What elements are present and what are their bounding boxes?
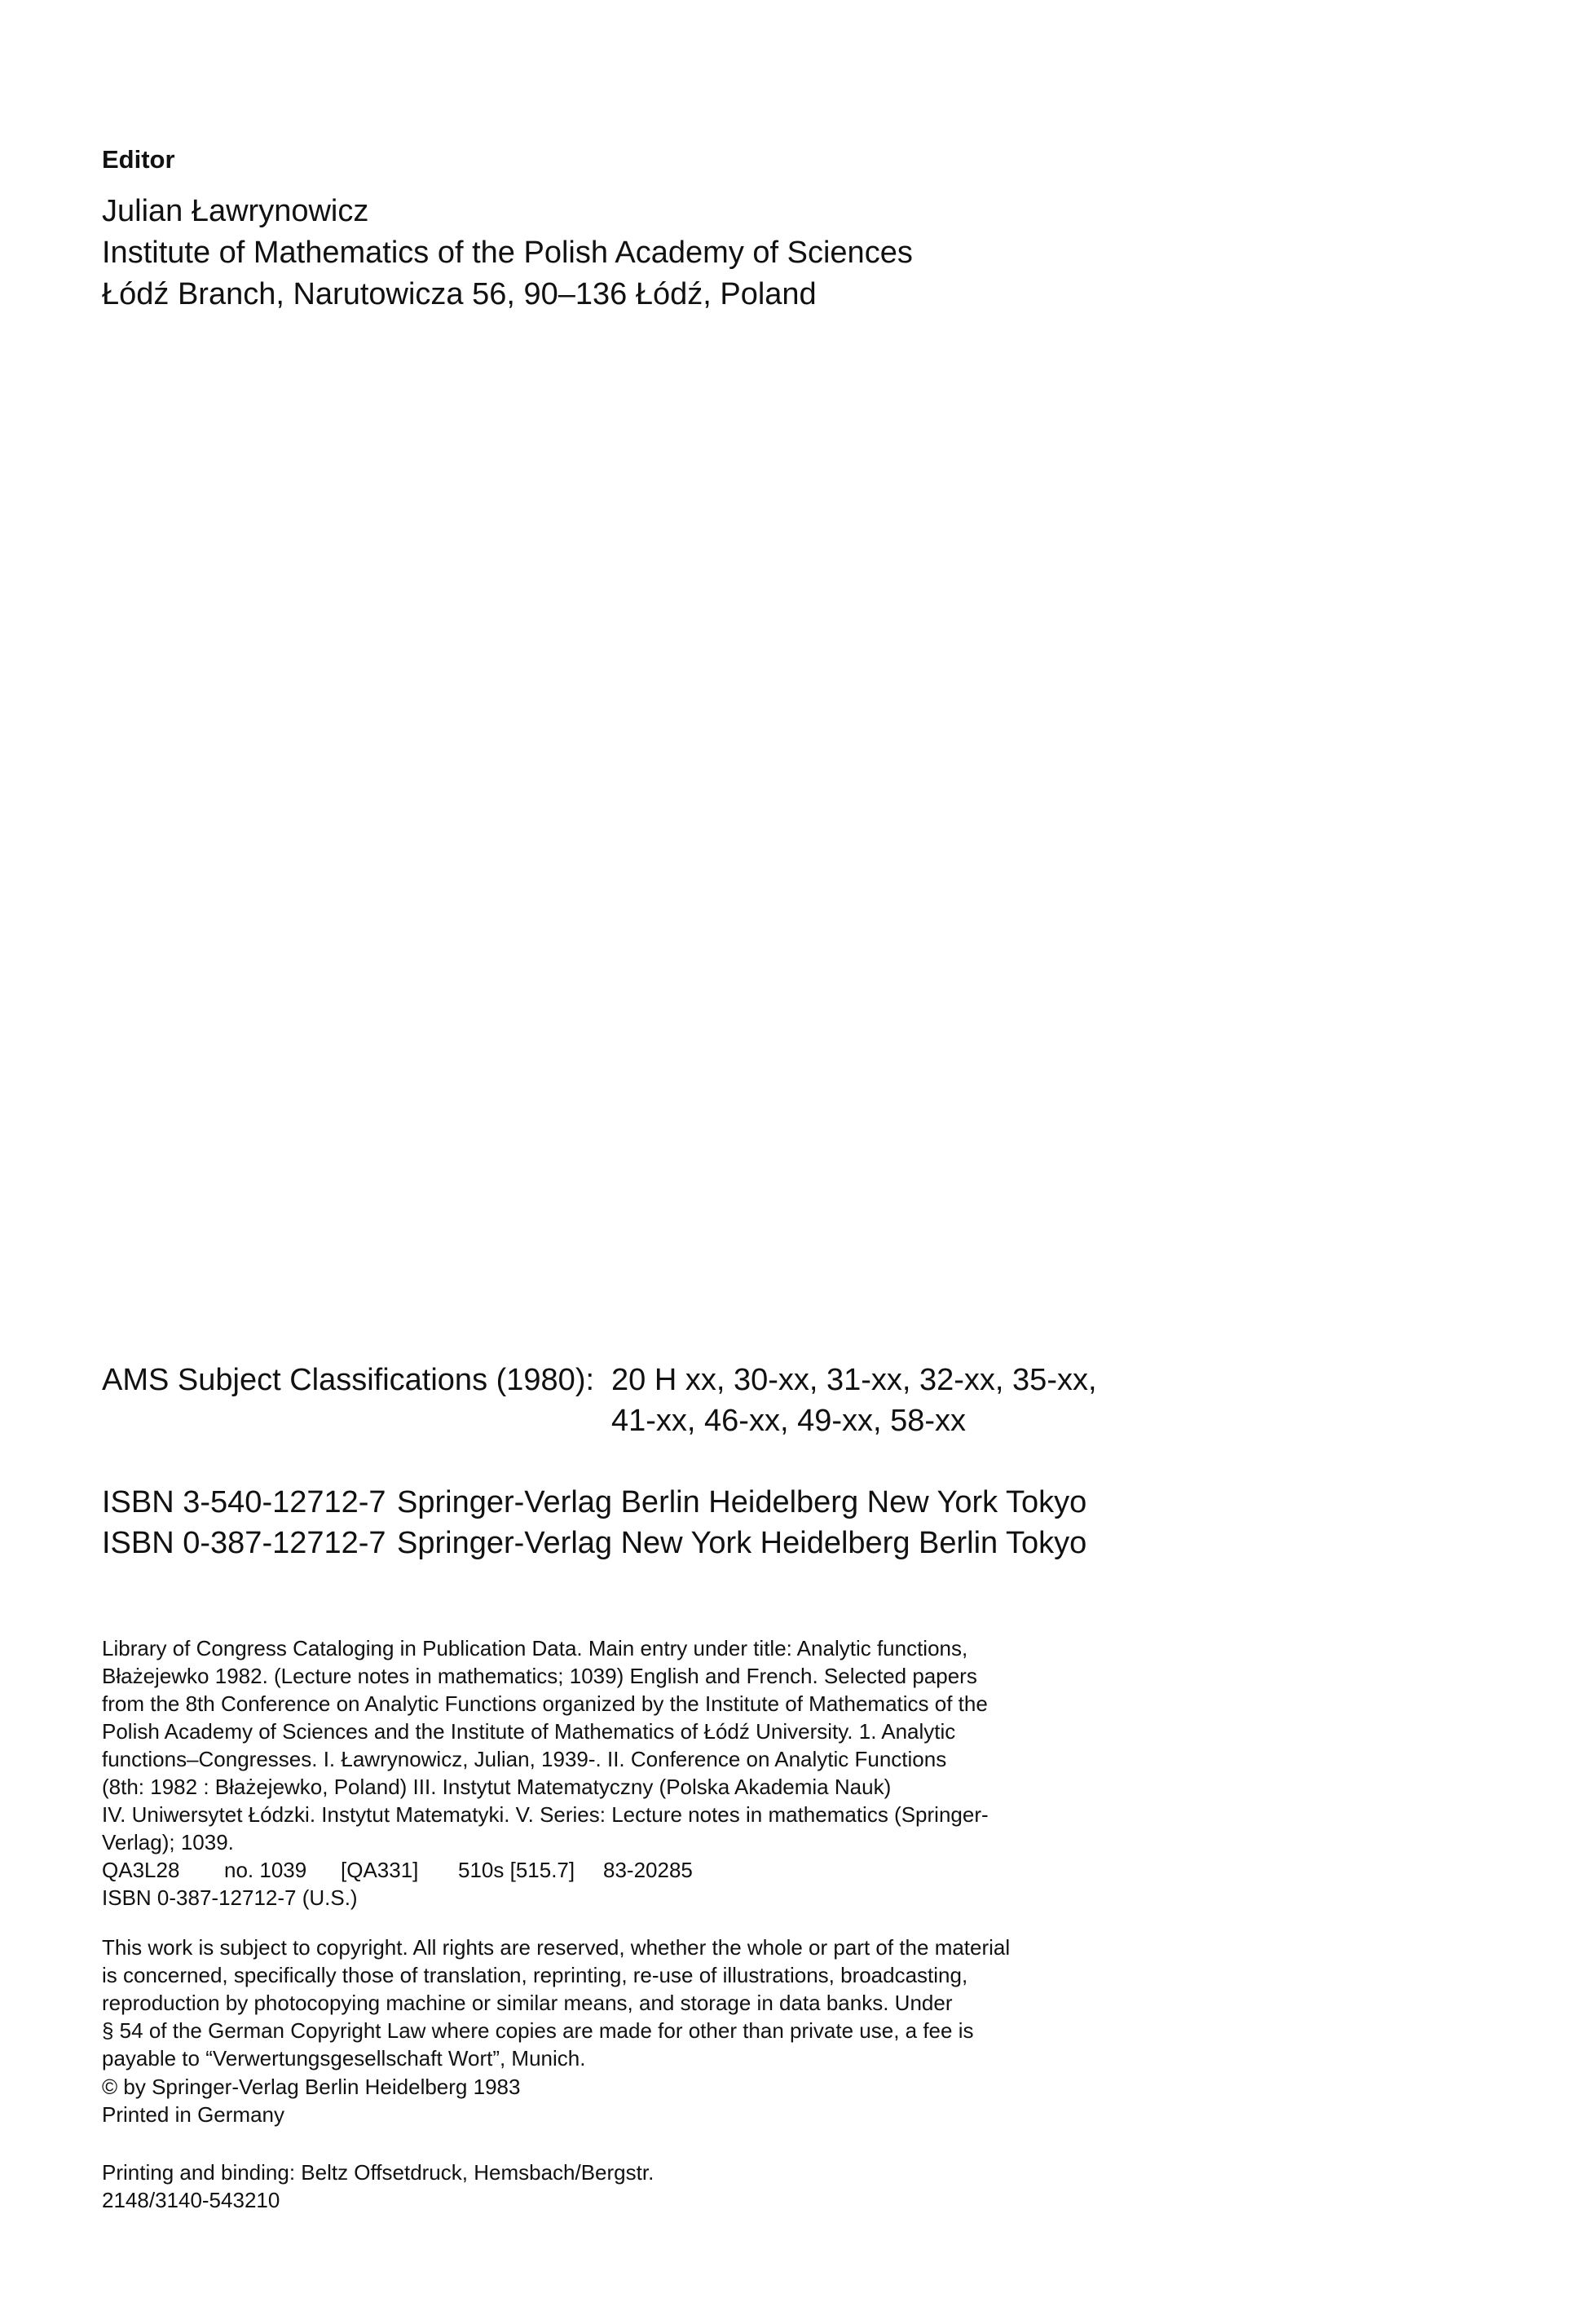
printing-code: 2148/3140-543210 (102, 2188, 280, 2212)
cip-line: IV. Uniwersytet Łódzki. Instytut Matematyki. V. Series: Lecture notes in mathematics (Springer- (102, 1802, 989, 1827)
copyright-line: This work is subject to copyright. All rights are reserved, whether the whole or part of the material (102, 1935, 1011, 1960)
classification-code: QA3L28 (102, 1858, 180, 1882)
cip-isbn-us: ISBN 0-387-12712-7 (U.S.) (102, 1885, 358, 1910)
printing-binding: Printing and binding: Beltz Offsetdruck, Hemsbach/Bergstr. (102, 2160, 654, 2185)
editor-branch-address: Łódź Branch, Narutowicza 56, 90–136 Łódź, Poland (102, 277, 817, 311)
ams-codes-line: 41-xx, 46-xx, 49-xx, 58-xx (611, 1404, 967, 1438)
isbn-list (102, 1482, 1087, 1563)
printing-info (102, 2159, 1161, 2214)
cataloging-data (102, 1634, 1161, 1912)
copyright-notice (102, 1934, 1161, 2072)
classification-code: 83-20285 (603, 1858, 693, 1882)
isbn-row (102, 1482, 1087, 1523)
copyright-line: § 54 of the German Copyright Law where copies are made for other than private use, a fee is (102, 2018, 974, 2043)
classification-code: 510s [515.7] (458, 1858, 575, 1882)
copyright-line: is concerned, specifically those of translation, reprinting, re-use of illustrations, broadcasting, (102, 1963, 968, 1987)
editor-address (102, 191, 913, 315)
isbn-row (102, 1523, 1087, 1563)
cip-line: functions–Congresses. I. Ławrynowicz, Julian, 1939-. II. Conference on Analytic Functions (102, 1747, 947, 1771)
copyright-line: payable to “Verwertungsgesellschaft Wort”, Munich. (102, 2046, 586, 2070)
classification-code: no. 1039 (224, 1858, 307, 1882)
isbn-number: ISBN 0-387-12712-7 (102, 1526, 386, 1560)
classification-code: [QA331] (341, 1858, 419, 1882)
copyright-statement: © by Springer-Verlag Berlin Heidelberg 1983 (102, 2075, 521, 2099)
isbn-publisher: Springer-Verlag New York Heidelberg Berlin Tokyo (397, 1526, 1087, 1560)
classification-row (102, 1856, 1161, 1884)
copyright-line: reproduction by photocopying machine or similar means, and storage in data banks. Under (102, 1991, 953, 2015)
editor-heading: Editor (102, 145, 175, 174)
ams-codes-line: 20 H xx, 30-xx, 31-xx, 32-xx, 35-xx, (611, 1363, 1097, 1397)
isbn-publisher: Springer-Verlag Berlin Heidelberg New York Tokyo (397, 1485, 1087, 1519)
imprint (102, 2073, 1161, 2128)
cip-line: Verlag); 1039. (102, 1830, 234, 1854)
cip-line: (8th: 1982 : Błażejewko, Poland) III. Instytut Matematyczny (Polska Akademia Nauk) (102, 1775, 892, 1799)
ams-codes (611, 1360, 1182, 1441)
cip-line: from the 8th Conference on Analytic Functions organized by the Institute of Mathematics of the (102, 1691, 988, 1716)
cip-line: Polish Academy of Sciences and the Institute of Mathematics of Łódź University. 1. Analytic (102, 1719, 956, 1744)
printed-in: Printed in Germany (102, 2102, 284, 2127)
cip-line: Library of Congress Cataloging in Publication Data. Main entry under title: Analytic functions, (102, 1636, 968, 1660)
editor-institute: Institute of Mathematics of the Polish Academy of Sciences (102, 236, 913, 270)
cip-line: Błażejewko 1982. (Lecture notes in mathematics; 1039) English and French. Selected papers (102, 1664, 977, 1688)
ams-label: AMS Subject Classifications (1980): (102, 1363, 595, 1397)
isbn-number: ISBN 3-540-12712-7 (102, 1485, 386, 1519)
editor-name: Julian Ławrynowicz (102, 194, 369, 228)
